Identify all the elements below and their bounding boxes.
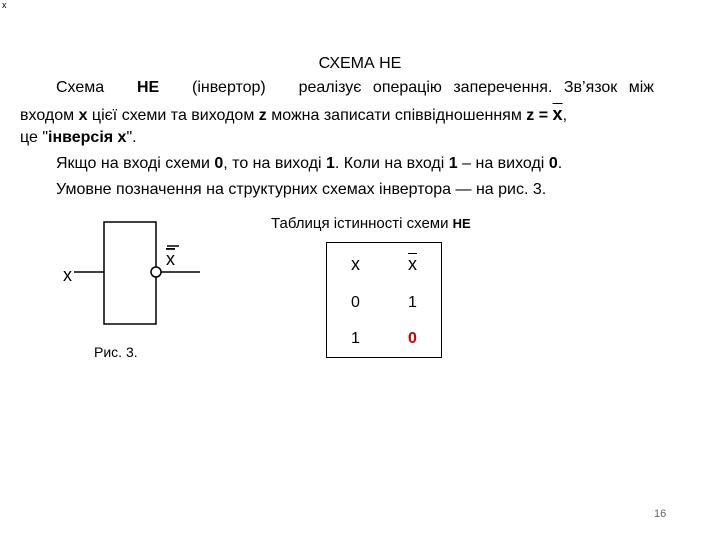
para1-line2-start: входом — [20, 107, 75, 124]
truth-table-title-bold: НЕ — [452, 216, 471, 231]
header-x: x — [351, 253, 360, 274]
para1-line3-start: це " — [20, 129, 49, 146]
para2-val1: 1 — [326, 155, 335, 172]
para1-term: НЕ — [136, 79, 160, 96]
para2-val1b: 1 — [448, 155, 458, 172]
para1-var-z: z — [258, 107, 267, 124]
corner-mark: $\overline{x}$ — [2, 0, 7, 10]
para1-line2-mid2: можна записати співвідношенням — [271, 107, 522, 124]
row-1-input: 0 — [351, 294, 360, 311]
page-title: СХЕМА НЕ — [318, 55, 402, 72]
row-2-input: 1 — [351, 330, 360, 347]
page-number: 16 — [654, 508, 667, 520]
para2-text-e: . — [557, 155, 563, 172]
output-label: x — [166, 249, 175, 269]
figure-caption: Рис. 3. — [94, 344, 138, 360]
truth-table — [326, 242, 442, 358]
para1-eq-x: $\overline{x}$ — [552, 104, 563, 124]
para2-val0: 0 — [214, 155, 224, 172]
para1-comma: , — [562, 107, 568, 124]
para2-val0b: 0 — [548, 155, 558, 172]
input-label: x — [63, 265, 72, 285]
row-2-output: 0 — [408, 330, 417, 347]
row-1-output: 1 — [408, 294, 417, 311]
inversion-bubble — [151, 267, 161, 277]
para1-var-x: x — [78, 107, 88, 124]
para1-term-paren: (інвертор) — [192, 79, 266, 96]
para2-text-a: Якщо на вході схеми — [56, 155, 210, 172]
inverter-body — [104, 222, 156, 324]
truth-table-title — [271, 215, 471, 232]
para2-text-b: , то на виході — [223, 155, 322, 172]
paragraph-3: Умовне позначення на структурних схемах інвертора — на рис. 3. — [56, 181, 547, 198]
para1-rest: реалізує операцію заперечення. Зв’язок між — [298, 79, 654, 96]
inversion-label: інверсія x — [48, 129, 127, 146]
header-not-x: $\overline{x}$ — [408, 253, 417, 274]
para1-line2-mid: цієї схеми та виходом — [91, 107, 255, 124]
para1-lead: Схема — [56, 79, 105, 96]
para2-text-c: . Коли на вході — [334, 155, 445, 172]
truth-table-title-text: Таблиця істинності схеми — [271, 215, 449, 232]
para1-line3-end: ". — [126, 129, 137, 146]
para1-eq-z: z = — [526, 107, 549, 124]
para2-text-d: – на виході — [462, 155, 545, 172]
